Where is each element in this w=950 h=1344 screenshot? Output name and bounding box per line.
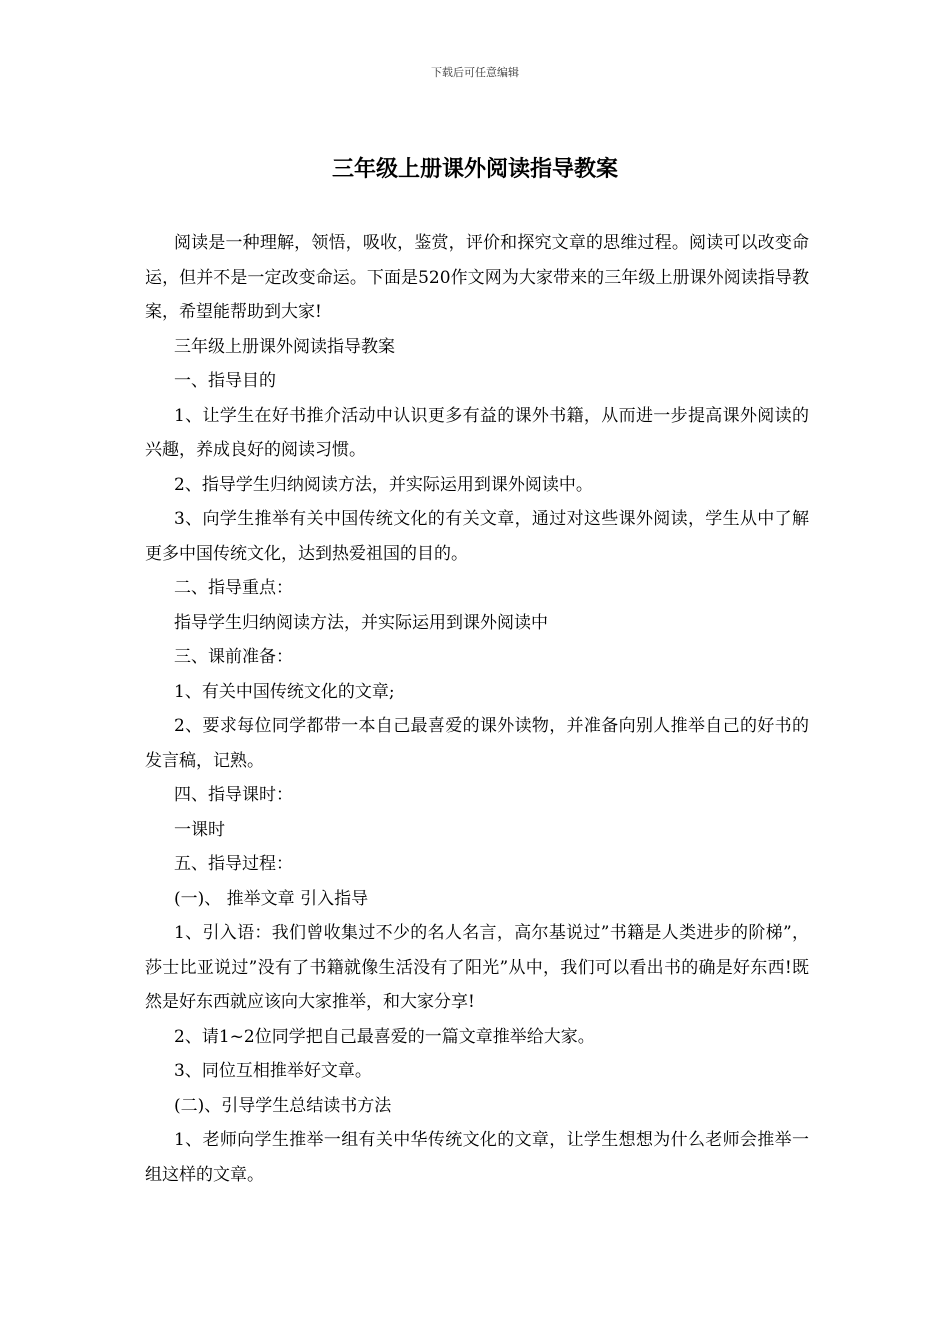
paragraph-focus: 指导学生归纳阅读方法，并实际运用到课外阅读中 <box>174 612 548 633</box>
section-heading-goals: 一、指导目的 <box>174 371 276 391</box>
subsection-heading-1: (一)、 推举文章 引入指导 <box>174 888 369 909</box>
paragraph-prep-2: 2、要求每位同学都带一本自己最喜爱的课外读物，并准备向别人推举自己的好书的发言稿，记熟。 <box>145 716 809 771</box>
section-heading-process: 五、指导过程： <box>174 854 293 874</box>
document-title: 三年级上册课外阅读指导教案 <box>331 156 618 182</box>
paragraph-intro: 阅读是一种理解，领悟，吸收，鉴赏，评价和探究文章的思维过程。阅读可以改变命运，但并不是一定改变命运。下面是520作文网为大家带来的三年级上册课外阅读指导教案，希望能帮助到大家! <box>145 233 809 322</box>
header-note: 下载后可任意编辑 <box>431 66 519 79</box>
paragraph-prep-1: 1、有关中国传统文化的文章; <box>174 681 395 702</box>
paragraph-goal-2: 2、指导学生归纳阅读方法，并实际运用到课外阅读中。 <box>174 474 593 495</box>
document-body <box>145 226 809 1192</box>
paragraph-process-2: 2、请1~2位同学把自己最喜爱的一篇文章推举给大家。 <box>174 1026 595 1047</box>
subsection-heading-2: (二)、引导学生总结读书方法 <box>174 1095 392 1116</box>
paragraph-goal-3: 3、向学生推举有关中国传统文化的有关文章，通过对这些课外阅读，学生从中了解更多中国传统文化，达到热爱祖国的目的。 <box>145 509 809 564</box>
paragraph-subtitle: 三年级上册课外阅读指导教案 <box>174 336 395 357</box>
paragraph-goal-1: 1、让学生在好书推介活动中认识更多有益的课外书籍，从而进一步提高课外阅读的兴趣，养成良好的阅读习惯。 <box>145 405 809 460</box>
paragraph-process-1: 1、引入语：我们曾收集过不少的名人名言，高尔基说过”书籍是人类进步的阶梯”，莎士比亚说过”没有了书籍就像生活没有了阳光”从中，我们可以看出书的确是好东西!既然是好东西就应该向大家推举，和大家分享! <box>145 923 809 1012</box>
section-heading-preparation: 三、课前准备： <box>174 647 293 667</box>
paragraph-duration: 一课时 <box>174 819 225 840</box>
section-heading-focus: 二、指导重点： <box>174 578 293 598</box>
paragraph-process-4: 1、老师向学生推举一组有关中华传统文化的文章，让学生想想为什么老师会推举一组这样的文章。 <box>145 1130 809 1185</box>
section-heading-duration: 四、指导课时： <box>174 785 293 805</box>
paragraph-process-3: 3、同位互相推举好文章。 <box>174 1061 372 1081</box>
